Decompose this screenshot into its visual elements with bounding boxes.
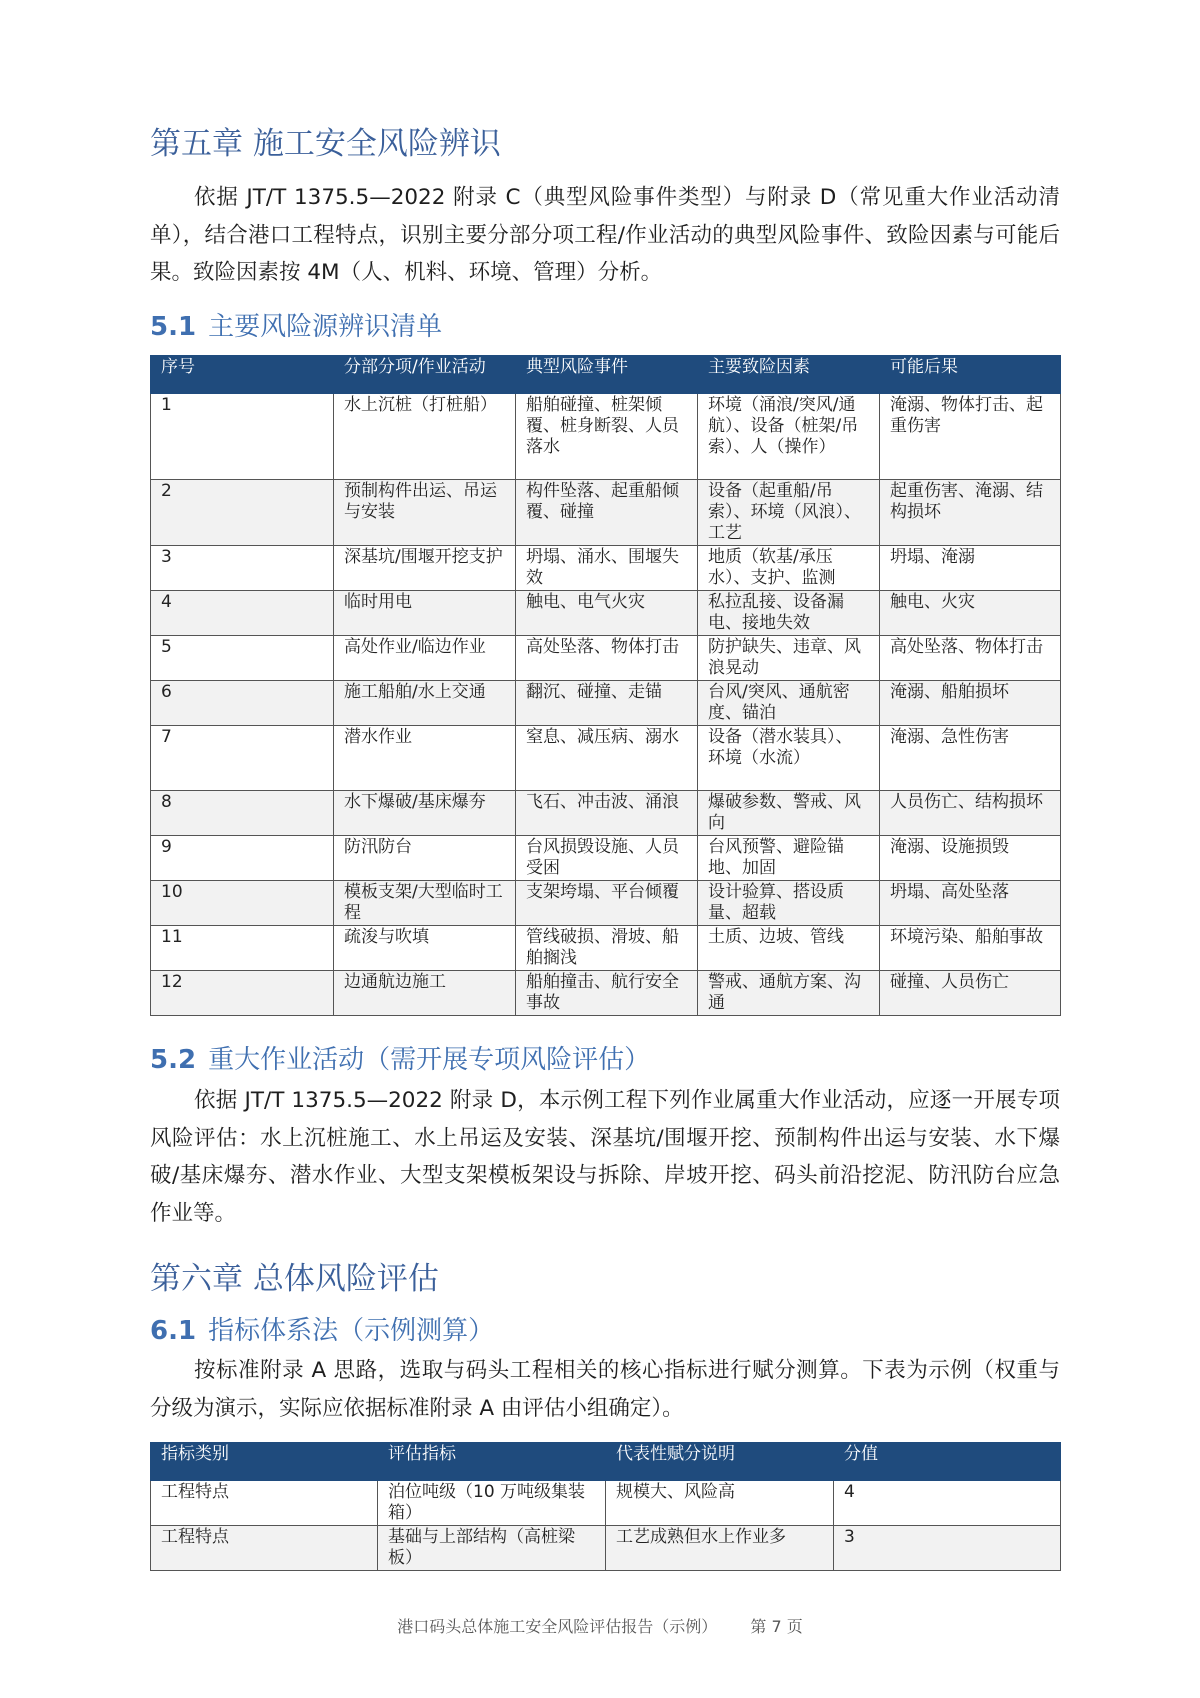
section-title: 指标体系法（示例测算） xyxy=(208,1316,495,1346)
table-cell: 3 xyxy=(834,1526,1061,1571)
col-header: 可能后果 xyxy=(880,356,1061,394)
table-cell: 爆破参数、警戒、风向 xyxy=(698,791,880,836)
section-number: 5.1 xyxy=(150,312,197,342)
table-cell: 工程特点 xyxy=(151,1526,378,1571)
table-cell: 环境（涌浪/突风/通航）、设备（桩架/吊索）、人（操作） xyxy=(698,394,880,480)
indicator-table xyxy=(150,1442,1061,1571)
table-cell: 高处坠落、物体打击 xyxy=(880,636,1061,681)
table-cell: 人员伤亡、结构损坏 xyxy=(880,791,1061,836)
table-header-row xyxy=(151,1443,1061,1481)
table-cell: 深基坑/围堰开挖支护 xyxy=(334,546,516,591)
section-5-1-heading xyxy=(150,306,442,343)
col-header: 典型风险事件 xyxy=(516,356,698,394)
table-cell: 坍塌、高处坠落 xyxy=(880,881,1061,926)
col-header: 指标类别 xyxy=(151,1443,378,1481)
table-cell: 泊位吨级（10 万吨级集装箱） xyxy=(378,1481,606,1526)
col-header: 序号 xyxy=(151,356,334,394)
table-row xyxy=(151,1526,1061,1571)
page-footer xyxy=(0,1614,1200,1637)
table-cell: 3 xyxy=(151,546,334,591)
table-cell: 台风损毁设施、人员受困 xyxy=(516,836,698,881)
table-cell: 潜水作业 xyxy=(334,726,516,791)
table-row xyxy=(151,836,1061,881)
table-cell: 翻沉、碰撞、走锚 xyxy=(516,681,698,726)
table-cell: 施工船舶/水上交通 xyxy=(334,681,516,726)
table-cell: 土质、边坡、管线 xyxy=(698,926,880,971)
table-cell: 构件坠落、起重船倾覆、碰撞 xyxy=(516,480,698,546)
table-cell: 高处作业/临边作业 xyxy=(334,636,516,681)
table-row xyxy=(151,681,1061,726)
table-cell: 规模大、风险高 xyxy=(606,1481,834,1526)
table-cell: 船舶碰撞、桩架倾覆、桩身断裂、人员落水 xyxy=(516,394,698,480)
table-cell: 模板支架/大型临时工程 xyxy=(334,881,516,926)
table-row xyxy=(151,546,1061,591)
section-5-2-text: 依据 JT/T 1375.5—2022 附录 D，本示例工程下列作业属重大作业活动，应逐一开展专项风险评估：水上沉桩施工、水上吊运及安装、深基坑/围堰开挖、预制构件出运与安装、水下爆破/基床爆夯、潜水作业、大型支架模板架设与拆除、岸坡开挖、码头前沿挖泥、防汛防台应急作业等。 xyxy=(150,1088,1060,1226)
table-cell: 触电、火灾 xyxy=(880,591,1061,636)
table-cell: 碰撞、人员伤亡 xyxy=(880,971,1061,1016)
table-row xyxy=(151,394,1061,480)
table-row xyxy=(151,636,1061,681)
table-cell: 12 xyxy=(151,971,334,1016)
table-cell: 警戒、通航方案、沟通 xyxy=(698,971,880,1016)
section-number: 6.1 xyxy=(150,1316,197,1346)
table-cell: 私拉乱接、设备漏电、接地失效 xyxy=(698,591,880,636)
table-cell: 4 xyxy=(834,1481,1061,1526)
chapter-5-title: 第五章 施工安全风险辨识 xyxy=(150,126,501,162)
table-cell: 地质（软基/承压水）、支护、监测 xyxy=(698,546,880,591)
col-header: 主要致险因素 xyxy=(698,356,880,394)
col-header: 分部分项/作业活动 xyxy=(334,356,516,394)
table-cell: 飞石、冲击波、涌浪 xyxy=(516,791,698,836)
table-cell: 9 xyxy=(151,836,334,881)
table-cell: 设计验算、搭设质量、超载 xyxy=(698,881,880,926)
table-row xyxy=(151,791,1061,836)
table-cell: 疏浚与吹填 xyxy=(334,926,516,971)
table-cell: 工程特点 xyxy=(151,1481,378,1526)
table-cell: 边通航边施工 xyxy=(334,971,516,1016)
footer-doc-title: 港口码头总体施工安全风险评估报告（示例） xyxy=(397,1617,718,1636)
risk-source-table xyxy=(150,355,1061,1016)
chapter-5-intro: 依据 JT/T 1375.5—2022 附录 C（典型风险事件类型）与附录 D（常见重大作业活动清单），结合港口工程特点，识别主要分部分项工程/作业活动的典型风险事件、致险因素与可能后果。致险因素按 4M（人、机料、环境、管理）分析。 xyxy=(150,185,1060,285)
table-cell: 水下爆破/基床爆夯 xyxy=(334,791,516,836)
section-5-2-heading xyxy=(150,1039,650,1076)
table-row xyxy=(151,591,1061,636)
table-header-row xyxy=(151,356,1061,394)
table-cell: 1 xyxy=(151,394,334,480)
table-cell: 水上沉桩（打桩船） xyxy=(334,394,516,480)
table-row xyxy=(151,480,1061,546)
table-cell: 支架垮塌、平台倾覆 xyxy=(516,881,698,926)
table-cell: 临时用电 xyxy=(334,591,516,636)
table-cell: 淹溺、物体打击、起重伤害 xyxy=(880,394,1061,480)
table-cell: 6 xyxy=(151,681,334,726)
footer-page-number: 第 7 页 xyxy=(750,1617,803,1636)
table-cell: 预制构件出运、吊运与安装 xyxy=(334,480,516,546)
table-cell: 设备（起重船/吊索）、环境（风浪）、工艺 xyxy=(698,480,880,546)
chapter-6-title: 第六章 总体风险评估 xyxy=(150,1261,439,1297)
table-cell: 淹溺、急性伤害 xyxy=(880,726,1061,791)
table-cell: 台风/突风、通航密度、锚泊 xyxy=(698,681,880,726)
table-cell: 2 xyxy=(151,480,334,546)
table-cell: 触电、电气火灾 xyxy=(516,591,698,636)
table-cell: 管线破损、滑坡、船舶搁浅 xyxy=(516,926,698,971)
section-6-1-text: 按标准附录 A 思路，选取与码头工程相关的核心指标进行赋分测算。下表为示例（权重与分级为演示，实际应依据标准附录 A 由评估小组确定）。 xyxy=(150,1358,1060,1421)
section-title: 重大作业活动（需开展专项风险评估） xyxy=(208,1045,651,1075)
table-cell: 10 xyxy=(151,881,334,926)
section-6-1-heading xyxy=(150,1310,494,1347)
col-header: 评估指标 xyxy=(378,1443,606,1481)
table-row xyxy=(151,881,1061,926)
table-cell: 环境污染、船舶事故 xyxy=(880,926,1061,971)
section-number: 5.2 xyxy=(150,1045,197,1075)
table-cell: 窒息、减压病、溺水 xyxy=(516,726,698,791)
table-cell: 防护缺失、违章、风浪晃动 xyxy=(698,636,880,681)
table-cell: 基础与上部结构（高桩梁板） xyxy=(378,1526,606,1571)
table-cell: 高处坠落、物体打击 xyxy=(516,636,698,681)
table-cell: 7 xyxy=(151,726,334,791)
section-title: 主要风险源辨识清单 xyxy=(208,312,443,342)
table-cell: 防汛防台 xyxy=(334,836,516,881)
col-header: 分值 xyxy=(834,1443,1061,1481)
table-cell: 8 xyxy=(151,791,334,836)
table-row xyxy=(151,926,1061,971)
table-row xyxy=(151,1481,1061,1526)
table-cell: 淹溺、设施损毁 xyxy=(880,836,1061,881)
table-cell: 起重伤害、淹溺、结构损坏 xyxy=(880,480,1061,546)
table-cell: 4 xyxy=(151,591,334,636)
table-row xyxy=(151,726,1061,791)
table-cell: 淹溺、船舶损坏 xyxy=(880,681,1061,726)
table-cell: 坍塌、涌水、围堰失效 xyxy=(516,546,698,591)
col-header: 代表性赋分说明 xyxy=(606,1443,834,1481)
table-cell: 11 xyxy=(151,926,334,971)
table-cell: 设备（潜水装具）、环境（水流） xyxy=(698,726,880,791)
table-cell: 台风预警、避险锚地、加固 xyxy=(698,836,880,881)
table-cell: 工艺成熟但水上作业多 xyxy=(606,1526,834,1571)
table-row xyxy=(151,971,1061,1016)
table-cell: 5 xyxy=(151,636,334,681)
table-cell: 船舶撞击、航行安全事故 xyxy=(516,971,698,1016)
table-cell: 坍塌、淹溺 xyxy=(880,546,1061,591)
